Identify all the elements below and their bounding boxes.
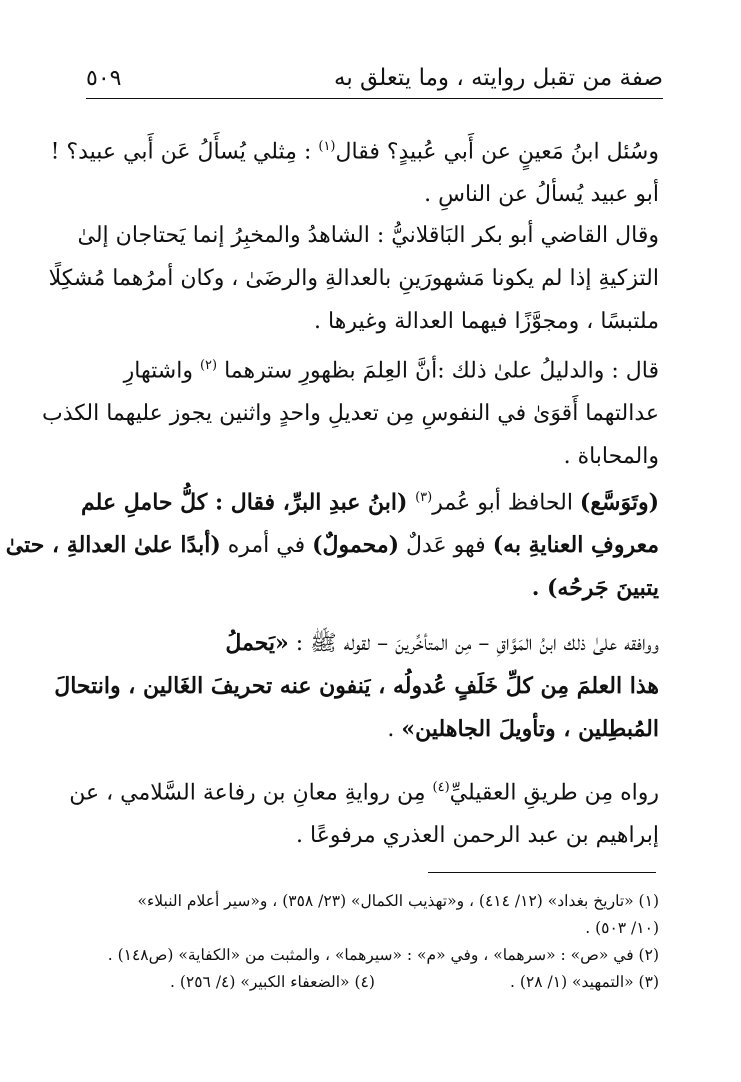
- running-title: صفة من تقبل روايته ، وما يتعلق به: [334, 65, 663, 91]
- bold-run: (أبدًا علىٰ العدالةِ ، حتىٰ: [5, 532, 221, 559]
- paragraph-baqillani: [48, 214, 659, 343]
- paragraph-ibn-main: [50, 125, 659, 216]
- page-header: [86, 58, 663, 99]
- text-line: ملتبسًا ، ومجوَّزًا فيهما العدالة وغيرها .: [314, 309, 659, 334]
- footnote-row: [80, 969, 659, 996]
- text-run: واشتهارِ: [123, 358, 200, 384]
- text-run: رواه مِن طريقِ العقيليِّ: [449, 780, 659, 806]
- paragraph-uqayli: [69, 766, 659, 857]
- text-line: أبو عبيد يُسألُ عن الناسِ .: [424, 182, 659, 208]
- footnotes: [80, 888, 659, 996]
- footnote-separator: [428, 872, 656, 873]
- paragraph-evidence: [41, 344, 659, 478]
- text-line: [80, 622, 659, 665]
- text-line: وقال القاضي أبو بكر البَاقلانيُّ : الشاهدُ والمخبِرُ إنما يَحتاجان إلىٰ: [77, 223, 659, 248]
- text-run: : مِثلي يُسأَلُ عَن أَبي عبيد؟ !: [50, 139, 319, 165]
- footnote-1: (١) «تاريخ بغداد» (١٢/ ٤١٤) ، و«تهذيب الكمال» (٢٣/ ٣٥٨) ، و«سير أعلام النبلاء»: [137, 892, 659, 910]
- text-line: إبراهيم بن عبد الرحمن العذري مرفوعًا .: [296, 823, 659, 849]
- bold-run: (وتَوَسَّع): [579, 489, 659, 516]
- footnote-3: (٣) «التمهيد» (١/ ٢٨) .: [510, 973, 659, 991]
- footnote-ref-1[interactable]: (١): [318, 139, 336, 154]
- text-run: في أمره: [220, 533, 313, 559]
- bold-run: معروفِ العنايةِ به): [492, 532, 659, 559]
- text-line: عدالتهما أَقوَىٰ في النفوسِ مِن تعديلِ واحدٍ واثنين يجوز عليهما الكذب: [41, 401, 659, 427]
- text-line: يتبينَ جَرحُه) .: [531, 575, 659, 602]
- text-line: هذا العلمَ مِن كلِّ خَلَفٍ عُدولُه ، يَنفون عنه تحريفَ الغَالين ، وانتحالَ: [54, 673, 659, 699]
- footnote-ref-2[interactable]: (٢): [199, 358, 218, 373]
- text-run: فهو عَدلٌ: [399, 533, 493, 559]
- text-line: [80, 708, 659, 751]
- footnote-ref-3[interactable]: (٣): [415, 490, 433, 505]
- footnote-ref-4[interactable]: (٤): [432, 780, 450, 795]
- text-line: التزكيةِ إذا لم يكونا مَشهورَينِ بالعدالةِ والرضَىٰ ، وكان أمرُهما مُشكِلًا: [48, 266, 659, 291]
- footnote-4: (٤) «الضعفاء الكبير» (٤/ ٢٥٦) .: [170, 973, 375, 991]
- bold-run: «يَحملُ: [225, 630, 289, 656]
- page-number: ٥٠٩: [86, 65, 122, 91]
- paragraph-ibn-abd-al-barr: [5, 476, 659, 610]
- text-run: قال : والدليلُ علىٰ ذلك :أنَّ العِلمَ بظهورِ سترهما: [217, 358, 659, 384]
- bold-run: (ابنُ عبدِ البرِّ، فقال : كلُّ حاملِ علم: [81, 489, 416, 516]
- text-run: مِن روايةِ معانِ بن رفاعة السَّلامي ، عن: [69, 780, 433, 806]
- text-line: [69, 766, 659, 814]
- footnote-1-continued: (١٠/ ٥٠٣) .: [585, 919, 659, 937]
- footnote-2: (٢) في «ص» : «سرهما» ، وفي «م» : «سيرهما» ، والمثبت من «الكفاية» (ص١٤٨) .: [107, 946, 659, 964]
- text-run: الحافظ أبو عُمر: [432, 490, 580, 516]
- text-line: [50, 125, 659, 173]
- paragraph-ibn-al-mawwaq: [54, 622, 659, 751]
- text-line: [80, 476, 659, 524]
- text-line: [5, 524, 659, 567]
- text-run: ووافقه علىٰ ذلك ابنُ المَوَّاقِ – مِن المتأخِّرينَ – لقوله ﷺ :: [288, 631, 659, 656]
- text-run: .: [387, 717, 402, 742]
- text-line: والمحاباة .: [563, 444, 659, 470]
- text-line: [80, 344, 659, 392]
- bold-run: المُبطِلين ، وتأويلَ الجاهلين»: [401, 716, 659, 742]
- text-run: وسُئل ابنُ مَعينٍ عن أَبي عُبيدٍ؟ فقال: [335, 139, 659, 165]
- bold-run: (محمولٌ): [312, 532, 400, 559]
